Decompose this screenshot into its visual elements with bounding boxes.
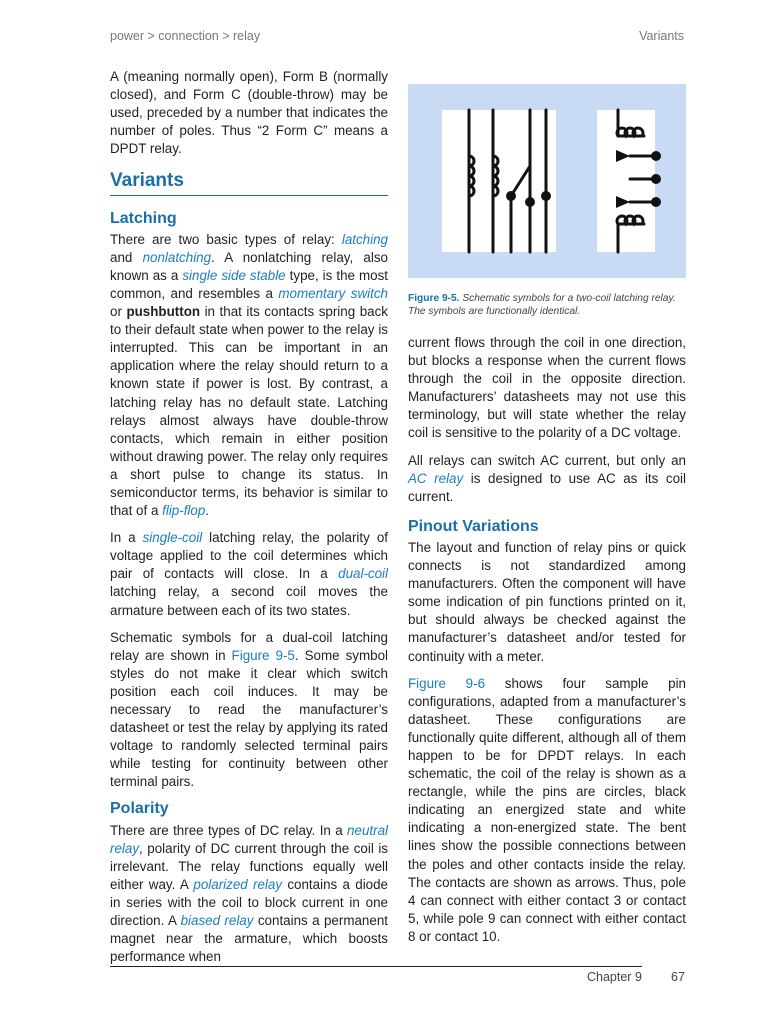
coil-paragraph: In a single-coil latching relay, the polarity of voltage applied to the coil determines which pair of contacts will close. In a dual-coil latching relay, a second coil moves the armature between each of its two states. <box>110 530 388 618</box>
polarity-continued-paragraph: current flows through the coil in one direction, but blocks a response when the current flows through the coil in the opposite direction. Manufacturers’ datasheets may not use this terminology, but will state whether the relay coil is sensitive to the polarity of a DC voltage. <box>408 335 686 441</box>
figure-9-5-caption: Figure 9-5. Schematic symbols for a two-coil latching relay. The symbols are functionally identical. <box>408 293 676 317</box>
relay-schematic-symbols <box>408 84 686 278</box>
figure-9-6-paragraph: Figure 9-6 shows four sample pin configurations, adapted from a manufacturer’s datasheet. These configurations are functionally quite different, although all of them happen to be for DPDT relays. In each schematic, the coil of the relay is shown as a rectangle, while the pins are circles, black indicating an energized state and white indicating a non-energized state. The bent lines show the possible connections between the poles and other contacts inside the relay. The contacts are shown as arrows. Thus, pole 4 can connect with either contact 3 or contact 5, while pole 9 can connect with either contact 8 or contact 10. <box>408 675 687 944</box>
term-pushbutton: pushbutton <box>126 304 201 320</box>
heading-pinout-variations: Pinout Variations <box>408 517 539 535</box>
term-flip-flop: flip-flop <box>162 503 206 519</box>
term-biased-relay: biased relay <box>180 913 254 929</box>
schematic-paragraph: Schematic symbols for a dual-coil latching relay are shown in Figure 9-5. Some symbol styles do not make it clear which switch position each coil induces. It may be necessary to read the manufacturer’s datasheet or test the relay by applying its rated voltage to randomly selected terminal pairs while testing for continuity between other terminal pairs. <box>110 629 389 790</box>
term-nonlatching: nonlatching <box>142 249 212 265</box>
figure-9-6-link[interactable]: Figure 9-6 <box>408 675 486 691</box>
term-latching: latching <box>341 231 388 247</box>
heading-polarity: Polarity <box>110 800 169 818</box>
term-ac-relay: AC relay <box>408 470 464 486</box>
footer-chapter: Chapter 9 <box>587 970 642 984</box>
heading-latching: Latching <box>110 209 177 227</box>
figure-9-5-link[interactable]: Figure 9-5 <box>231 647 295 663</box>
footer-rule <box>110 966 642 967</box>
intro-paragraph: A (meaning normally open), Form B (normally closed), and Form C (double-throw) may be used, preceded by a number that indicates the number of poles. Thus “2 Form C” means a DPDT relay. <box>110 69 388 157</box>
running-head-breadcrumb: power > connection > relay <box>110 29 261 43</box>
term-single-coil: single-coil <box>142 530 203 546</box>
heading-variants: Variants <box>110 172 388 195</box>
page-number: 67 <box>671 970 685 984</box>
right-column <box>408 334 686 955</box>
running-head-section: Variants <box>639 29 684 43</box>
left-column <box>110 68 388 975</box>
polarity-paragraph: There are three types of DC relay. In a neutral relay, polarity of DC current through the coil is irrelevant. The relay functions equally well either way. A polarized relay contains a diode in series with the coil to block current in one direction. A biased relay contains a permanent magnet near the armature, which boosts performance when <box>110 822 389 965</box>
term-neutral-relay: neutral relay <box>110 822 388 856</box>
term-polarized-relay: polarized relay <box>193 876 283 892</box>
figure-9-5 <box>408 84 686 278</box>
ac-relay-paragraph: All relays can switch AC current, but only an AC relay is designed to use AC as its coil current. <box>408 452 686 504</box>
figure-label: Figure 9-5. <box>408 293 460 304</box>
latching-paragraph: There are two basic types of relay: latching and nonlatching. A nonlatching relay, also known as a single side stable type, is the most common, and resembles a momentary switch or pushbutton in that its contacts spring back to their default state when power to the relay is interrupted. This can be important in an application where the relay should return to a known state if power is lost. By contrast, a latching relay has no default state. Latching relays almost always have double-throw contacts, which remain in either position without drawing power. The relay only requires a short pulse to change its status. In semiconductor terms, its behavior is similar to that of a flip-flop. <box>110 231 389 519</box>
pinout-paragraph: The layout and function of relay pins or quick connects is not standardized among manufacturers. Often the component will have some indication of pin functions printed on it, but should always be checked against the manufacturer’s datasheet and/or tested for continuity with a meter. <box>408 539 686 664</box>
term-single-side-stable: single side stable <box>182 267 286 283</box>
term-dual-coil: dual-coil <box>338 566 388 582</box>
term-momentary-switch: momentary switch <box>278 285 388 301</box>
